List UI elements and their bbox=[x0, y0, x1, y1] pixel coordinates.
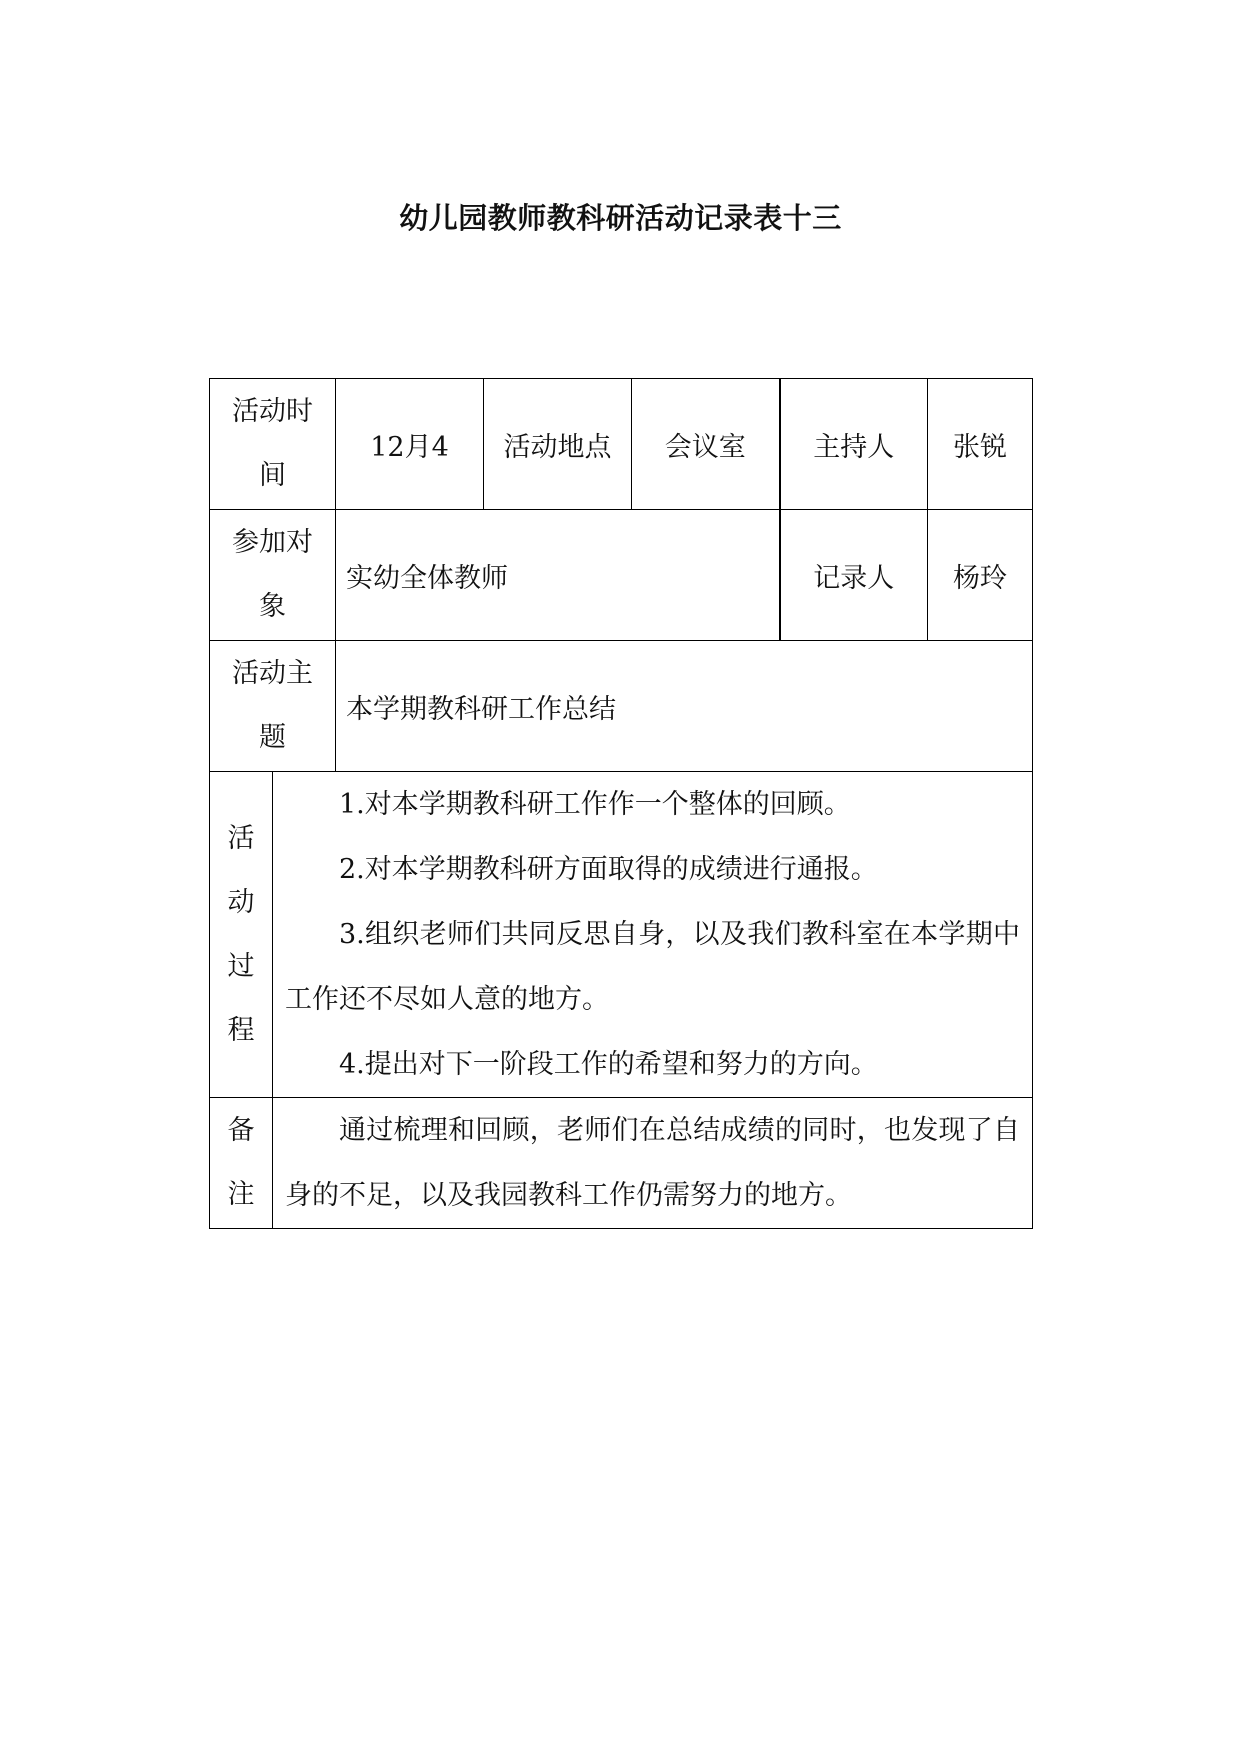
process-item-1: 1.对本学期教科研工作作一个整体的回顾。 bbox=[339, 789, 851, 820]
participants-label-cell bbox=[210, 510, 336, 641]
row-notes bbox=[210, 1098, 1033, 1229]
row-theme bbox=[210, 641, 1033, 772]
activity-place-value: 会议室 bbox=[632, 379, 780, 510]
recorder-value: 杨玲 bbox=[928, 510, 1033, 641]
notes-label: 备注 bbox=[227, 1115, 255, 1210]
process-content bbox=[273, 772, 1033, 1098]
participants-label: 参加对象 bbox=[232, 527, 313, 622]
process-item-3: 3.组织老师们共同反思自身，以及我们教科室在本学期中工作还不尽如人意的地方。 bbox=[285, 919, 1020, 1015]
activity-time-label: 活动时间 bbox=[232, 396, 313, 491]
notes-label-cell bbox=[210, 1098, 273, 1229]
notes-text: 通过梳理和回顾，老师们在总结成绩的同时，也发现了自身的不足，以及我园教科工作仍需努力的地方。 bbox=[285, 1115, 1020, 1211]
row-participants-recorder bbox=[210, 510, 1033, 641]
activity-place-label: 活动地点 bbox=[484, 379, 632, 510]
process-label: 活动过程 bbox=[227, 822, 255, 1046]
host-value: 张锐 bbox=[928, 379, 1033, 510]
row-process bbox=[210, 772, 1033, 1098]
row-time-place-host bbox=[210, 379, 1033, 510]
theme-value: 本学期教科研工作总结 bbox=[336, 641, 1033, 772]
host-label: 主持人 bbox=[780, 379, 928, 510]
process-label-cell bbox=[210, 772, 273, 1098]
participants-value: 实幼全体教师 bbox=[336, 510, 780, 641]
notes-content bbox=[273, 1098, 1033, 1229]
activity-record-table bbox=[209, 378, 1033, 1229]
activity-time-value: 12月4 bbox=[336, 379, 484, 510]
time-label-cell bbox=[210, 379, 336, 510]
process-item-4: 4.提出对下一阶段工作的希望和努力的方向。 bbox=[339, 1049, 878, 1080]
theme-label-cell bbox=[210, 641, 336, 772]
page-title: 幼儿园教师教科研活动记录表十三 bbox=[399, 201, 842, 235]
process-item-2: 2.对本学期教科研方面取得的成绩进行通报。 bbox=[339, 854, 878, 885]
theme-label: 活动主题 bbox=[232, 658, 313, 753]
recorder-label: 记录人 bbox=[780, 510, 928, 641]
